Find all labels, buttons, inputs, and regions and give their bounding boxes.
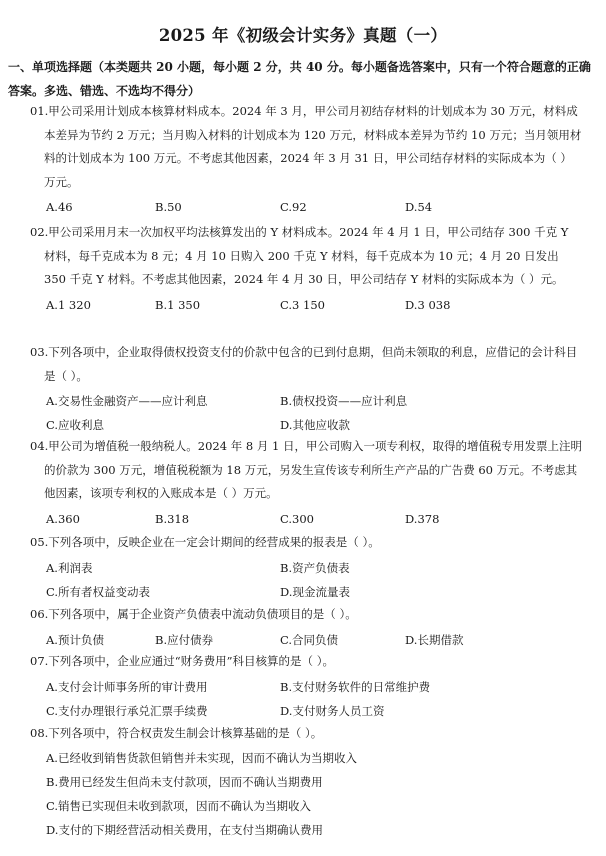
option-b[interactable]: B.应付债券 [155,632,214,647]
question-05 [30,531,582,604]
option-b[interactable]: B.支付财务软件的日常维护费 [280,679,431,694]
option-d[interactable]: D.其他应收款 [280,418,350,432]
question-options [30,195,582,219]
question-options [30,628,582,652]
question-options [30,556,582,580]
question-options [30,580,582,604]
option-b[interactable]: B.资产负债表 [280,560,350,575]
option-a[interactable]: A.46 [46,200,73,214]
option-b[interactable]: B.318 [155,511,190,526]
option-c[interactable]: C.92 [280,200,307,214]
option-a[interactable]: A.预计负债 [46,632,104,647]
question-options [30,675,582,699]
option-c[interactable]: C.支付办理银行承兑汇票手续费 [46,703,208,718]
section-heading: 一、单项选择题（本类题共 20 小题，每小题 2 分，共 40 分。每小题备选答案中，只有一个符合题意的正确答案。多选、错选、不选均不得分） [8,60,591,98]
option-d[interactable]: D.378 [405,511,440,526]
question-06 [30,603,582,652]
option-d[interactable]: D.54 [405,200,433,214]
option-b[interactable]: B.1 350 [155,297,201,312]
option-b[interactable]: B.50 [155,200,182,214]
question-stem: 08.下列各项中，符合权责发生制会计核算基础的是（ ）。 [30,726,323,740]
option-d[interactable]: D.支付的下期经营活动相关费用，在支付当期确认费用 [46,822,323,837]
question-07 [30,650,582,723]
page-title: 2025 年《初级会计实务》真题（一） [158,26,448,45]
question-01 [30,100,582,219]
question-04 [30,435,582,531]
option-a[interactable]: A.交易性金融资产——应计利息 [46,394,208,408]
option-c[interactable]: C.3 150 [280,297,325,312]
question-options [30,507,582,531]
question-03 [30,341,582,437]
option-b[interactable]: B.债权投资——应计利息 [280,394,408,408]
question-stem: 06.下列各项中，属于企业资产负债表中流动负债项目的是（ ）。 [30,607,357,621]
question-options [30,413,582,437]
question-08 [30,722,582,842]
option-a[interactable]: A.支付会计师事务所的审计费用 [46,679,208,694]
option-a[interactable]: A.1 320 [46,297,91,312]
option-c[interactable]: C.300 [280,511,314,526]
option-c[interactable]: C.合同负债 [280,632,339,647]
option-d[interactable]: D.3 038 [405,297,451,312]
question-stem: 03.下列各项中，企业取得债权投资支付的价款中包含的已到付息期，但尚未领取的利息，应借记的会计科目是（ ）。 [30,345,578,383]
option-d[interactable]: D.支付财务人员工资 [280,703,385,718]
option-c[interactable]: C.销售已实现但未收到款项，因而不确认为当期收入 [46,798,312,813]
question-options [30,293,582,317]
question-options [30,389,582,413]
question-stem: 01.甲公司采用计划成本核算材料成本。2024 年 3 月，甲公司月初结存材料的计划成本为 30 万元，材料成本差异为节约 2 万元；当月购入材料的计划成本为 120 万元，材料成本差异为节约 10 万元；当月领用材料的计划成本为 100 万元。不考虑其他因素，2024 年 3 月 31 日，甲公司结存材料的实际成本为（ ）万元。 [30,104,582,189]
option-c[interactable]: C.应收利息 [46,418,105,432]
question-stem: 05.下列各项中，反映企业在一定会计期间的经营成果的报表是（ ）。 [30,535,380,549]
question-stem: 04.甲公司为增值税一般纳税人。2024 年 8 月 1 日，甲公司购入一项专利权，取得的增值税专用发票上注明的价款为 300 万元，增值税税额为 18 万元，另发生宣传该专利所生产产品的广告费 60 万元。不考虑其他因素，该项专利权的入账成本是（ ）万元。 [30,439,582,500]
option-b[interactable]: B.费用已经发生但尚未支付款项，因而不确认当期费用 [46,774,323,789]
option-c[interactable]: C.所有者权益变动表 [46,584,151,599]
option-d[interactable]: D.长期借款 [405,632,464,647]
question-02 [30,221,582,317]
question-stem: 07.下列各项中，企业应通过“财务费用”科目核算的是（ ）。 [30,654,334,668]
question-stem: 02.甲公司采用月末一次加权平均法核算发出的 Y 材料成本。2024 年 4 月 1 日，甲公司结存 300 千克 Y 材料，每千克成本为 8 元；4 月 10 日购入 200 千克 Y 材料，每千克成本为 10 元；4 月 20 日发出 350 千克 Y 材料。不考虑其他因素，2024 年 4 月 30 日，甲公司结存 Y 材料的实际成本为（ ）元。 [30,225,569,286]
option-a[interactable]: A.利润表 [46,560,93,575]
question-options [30,699,582,723]
option-d[interactable]: D.现金流量表 [280,584,350,599]
option-a[interactable]: A.已经收到销售货款但销售并未实现，因而不确认为当期收入 [46,750,357,765]
option-a[interactable]: A.360 [46,511,80,526]
